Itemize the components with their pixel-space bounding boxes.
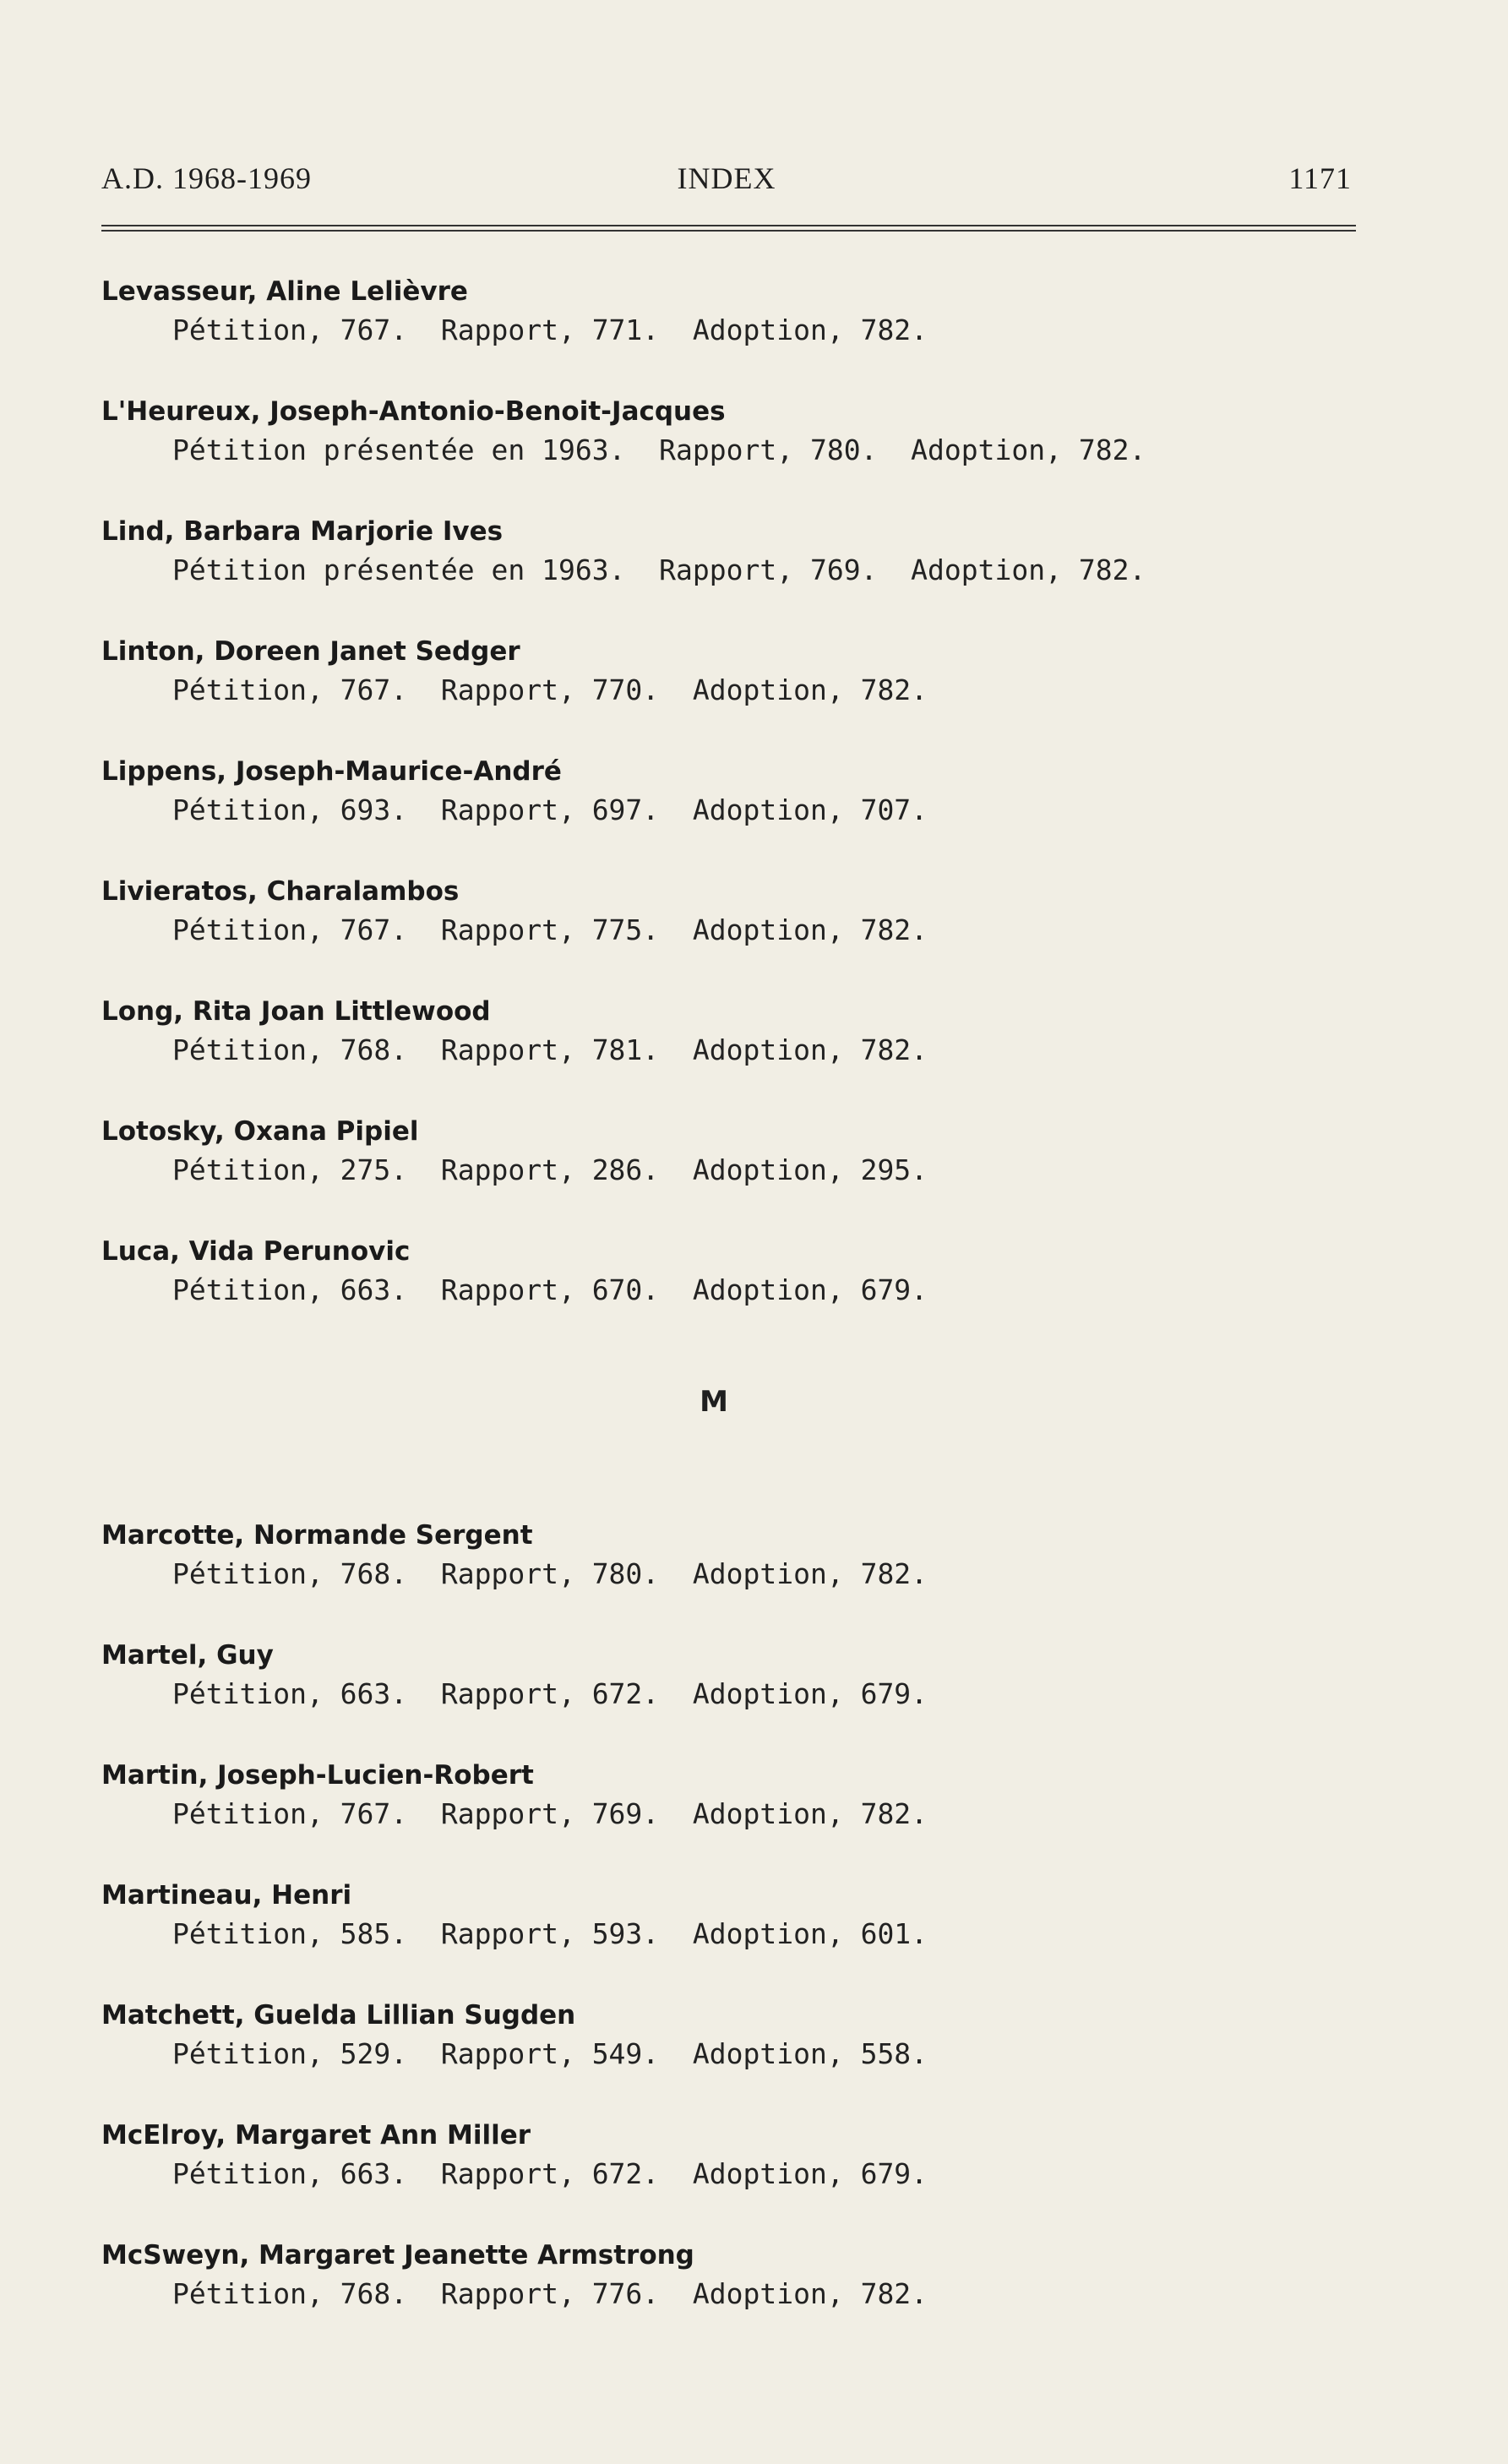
entry-name: McElroy, Margaret Ann Miller	[101, 2120, 531, 2151]
entry-name: Long, Rita Joan Littlewood	[101, 996, 491, 1027]
page-header	[101, 161, 1352, 203]
index-entry	[101, 1877, 1326, 1997]
entry-references: Pétition, 767. Rapport, 770. Adoption, 782.	[172, 673, 928, 706]
page-number: 1171	[1288, 161, 1352, 195]
entry-name: Martineau, Henri	[101, 1880, 352, 1911]
index-entry	[101, 873, 1326, 993]
entry-references: Pétition, 767. Rapport, 775. Adoption, 782.	[172, 913, 928, 946]
index-entry	[101, 1113, 1326, 1233]
entry-references: Pétition, 663. Rapport, 672. Adoption, 679.	[172, 1677, 928, 1710]
entry-references: Pétition, 768. Rapport, 780. Adoption, 782.	[172, 1557, 928, 1590]
entry-references: Pétition, 663. Rapport, 672. Adoption, 679.	[172, 2157, 928, 2190]
entry-name: Marcotte, Normande Sergent	[101, 1520, 533, 1551]
entry-name: L'Heureux, Joseph-Antonio-Benoit-Jacques	[101, 396, 726, 427]
entry-references: Pétition présentée en 1963. Rapport, 769. Adoption, 782.	[172, 553, 1146, 586]
entry-name: Martel, Guy	[101, 1640, 274, 1671]
index-entry	[101, 393, 1326, 513]
section-letter: M	[700, 1385, 728, 1419]
header-years: A.D. 1968-1969	[101, 161, 312, 195]
entry-references: Pétition, 768. Rapport, 776. Adoption, 782.	[172, 2277, 928, 2310]
entry-name: Levasseur, Aline Lelièvre	[101, 276, 468, 307]
entry-name: Martin, Joseph-Lucien-Robert	[101, 1760, 534, 1791]
index-entry	[101, 753, 1326, 873]
entry-name: Luca, Vida Perunovic	[101, 1236, 411, 1267]
entry-name: McSweyn, Margaret Jeanette Armstrong	[101, 2240, 694, 2270]
index-entry	[101, 513, 1326, 633]
index-entry	[101, 1233, 1326, 1353]
entry-references: Pétition présentée en 1963. Rapport, 780. Adoption, 782.	[172, 433, 1146, 466]
entry-name: Livieratos, Charalambos	[101, 876, 460, 907]
index-entry	[101, 1517, 1326, 1637]
header-title: INDEX	[677, 161, 776, 195]
entry-references: Pétition, 693. Rapport, 697. Adoption, 707.	[172, 793, 928, 826]
entry-name: Linton, Doreen Janet Sedger	[101, 636, 520, 667]
index-entry	[101, 2117, 1326, 2237]
section-letter-heading	[101, 1353, 1326, 1517]
entry-references: Pétition, 767. Rapport, 771. Adoption, 782.	[172, 313, 928, 346]
header-rule-bottom	[101, 230, 1356, 232]
index-entry	[101, 1997, 1326, 2117]
entry-references: Pétition, 768. Rapport, 781. Adoption, 782.	[172, 1033, 928, 1066]
entry-name: Lotosky, Oxana Pipiel	[101, 1116, 419, 1147]
header-rule-top	[101, 225, 1356, 226]
entry-name: Lind, Barbara Marjorie Ives	[101, 516, 504, 547]
index-entry	[101, 1757, 1326, 1877]
index-entry	[101, 273, 1326, 393]
index-entry	[101, 993, 1326, 1113]
entry-references: Pétition, 275. Rapport, 286. Adoption, 295.	[172, 1153, 928, 1186]
entry-references: Pétition, 663. Rapport, 670. Adoption, 679.	[172, 1273, 928, 1306]
index-entry	[101, 2237, 1326, 2357]
index-entries	[101, 273, 1326, 2357]
entry-name: Matchett, Guelda Lillian Sugden	[101, 2000, 576, 2031]
index-entry	[101, 633, 1326, 753]
entry-references: Pétition, 585. Rapport, 593. Adoption, 601.	[172, 1917, 928, 1950]
entry-references: Pétition, 529. Rapport, 549. Adoption, 558.	[172, 2037, 928, 2070]
index-entry	[101, 1637, 1326, 1757]
entry-name: Lippens, Joseph-Maurice-André	[101, 756, 562, 787]
entry-references: Pétition, 767. Rapport, 769. Adoption, 782.	[172, 1797, 928, 1830]
